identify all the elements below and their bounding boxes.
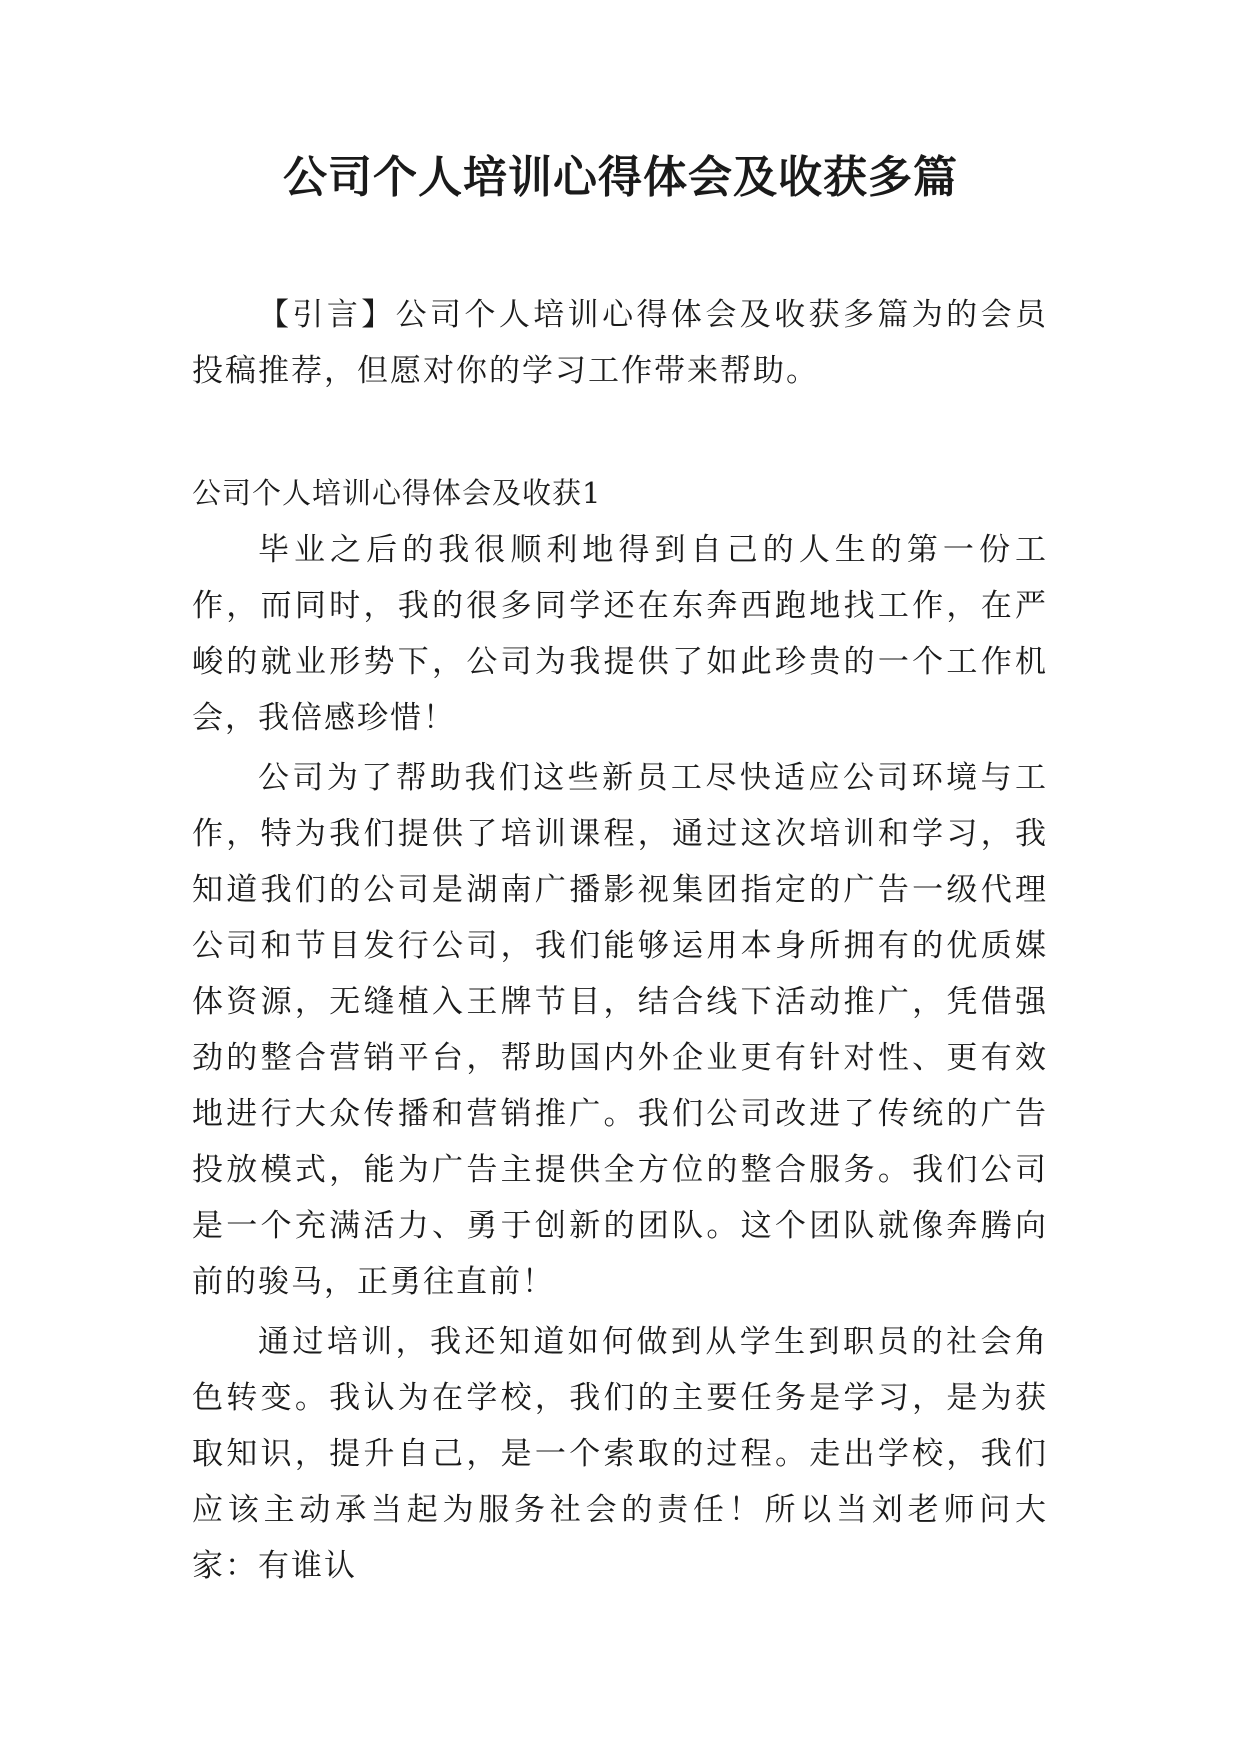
intro-paragraph: 【引言】公司个人培训心得体会及收获多篇为的会员投稿推荐，但愿对你的学习工作带来帮助。	[192, 297, 1048, 389]
body-paragraph: 公司为了帮助我们这些新员工尽快适应公司环境与工作，特为我们提供了培训课程，通过这次培训和学习，我知道我们的公司是湖南广播影视集团指定的广告一级代理公司和节目发行公司，我们能够运用本身所拥有的优质媒体资源，无缝植入王牌节目，结合线下活动推广，凭借强劲的整合营销平台，帮助国内外企业更有针对性、更有效地进行大众传播和营销推广。我们公司改进了传统的广告投放模式，能为广告主提供全方位的整合服务。我们公司是一个充满活力、勇于创新的团队。这个团队就像奔腾向前的骏马，正勇往直前！	[192, 760, 1048, 1300]
body-paragraph: 通过培训，我还知道如何做到从学生到职员的社会角色转变。我认为在学校，我们的主要任务是学习，是为获取知识，提升自己，是一个索取的过程。走出学校，我们应该主动承当起为服务社会的责任！所以当刘老师问大家：有谁认	[192, 1324, 1048, 1584]
section-body	[192, 522, 1048, 1598]
body-paragraph: 毕业之后的我很顺利地得到自己的人生的第一份工作，而同时，我的很多同学还在东奔西跑地找工作，在严峻的就业形势下，公司为我提供了如此珍贵的一个工作机会，我倍感珍惜！	[192, 532, 1048, 736]
document-title: 公司个人培训心得体会及收获多篇	[283, 152, 958, 203]
section-heading: 公司个人培训心得体会及收获1	[192, 476, 602, 510]
